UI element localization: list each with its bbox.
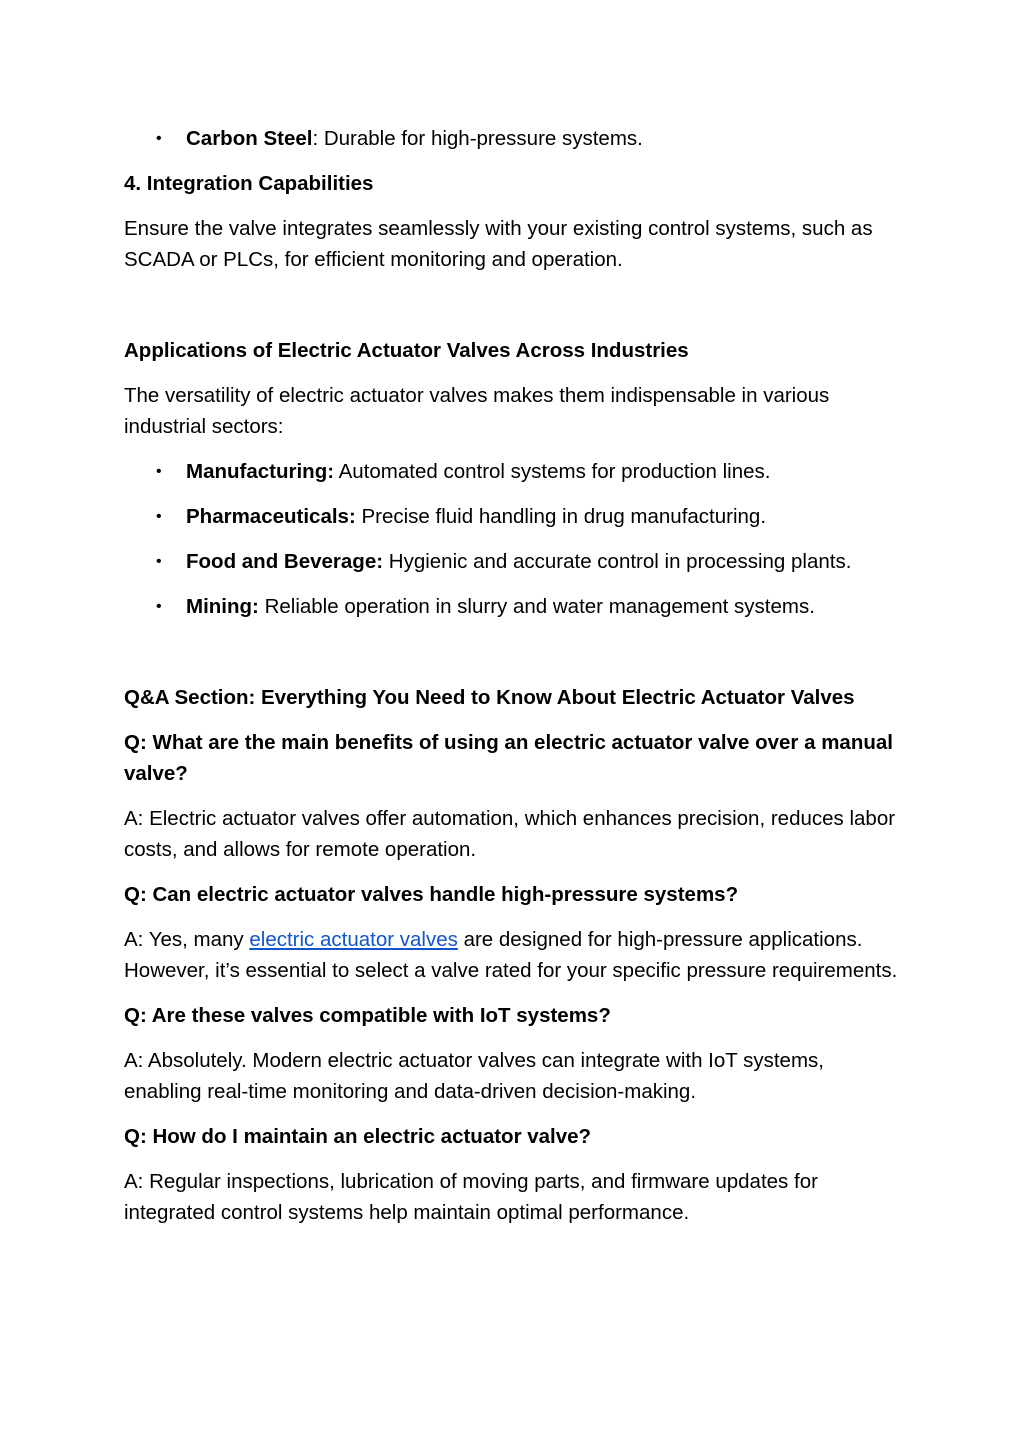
bullet-icon: • — [156, 463, 162, 480]
answer-2-prefix: A: Yes, many — [124, 928, 250, 951]
list-item-term: Food and Beverage: — [186, 550, 384, 573]
applications-intro: The versatility of electric actuator valves makes them indispensable in various industrial sectors: — [124, 384, 830, 438]
list-item-desc: Precise fluid handling in drug manufacturing. — [355, 505, 767, 528]
applications-list — [124, 456, 903, 622]
question-4: Q: How do I maintain an electric actuator valve? — [124, 1125, 592, 1148]
list-item-desc: Reliable operation in slurry and water management systems. — [258, 595, 815, 618]
answer-4: A: Regular inspections, lubrication of moving parts, and firmware updates for integrated control systems help maintain optimal performance. — [124, 1170, 818, 1224]
list-item-desc: Automated control systems for production lines. — [334, 460, 771, 483]
bullet-icon: • — [156, 598, 162, 615]
qa-heading: Q&A Section: Everything You Need to Know About Electric Actuator Valves — [124, 686, 855, 709]
question-3: Q: Are these valves compatible with IoT systems? — [124, 1004, 611, 1027]
list-item-carbon-steel — [124, 123, 903, 154]
bullet-icon: • — [156, 553, 162, 570]
list-item-desc: : Durable for high-pressure systems. — [312, 127, 643, 150]
answer-3: A: Absolutely. Modern electric actuator valves can integrate with IoT systems, enabling real-time monitoring and data-driven decision-making. — [124, 1049, 824, 1103]
question-1: Q: What are the main benefits of using an electric actuator valve over a manual valve? — [124, 731, 893, 785]
answer-1: A: Electric actuator valves offer automation, which enhances precision, reduces labor costs, and allows for remote operation. — [124, 807, 896, 861]
list-item-pharmaceuticals — [124, 501, 903, 532]
question-2: Q: Can electric actuator valves handle high-pressure systems? — [124, 883, 739, 906]
list-item-term: Mining: — [186, 595, 259, 618]
list-item-term: Manufacturing: — [186, 460, 335, 483]
list-item-desc: Hygienic and accurate control in processing plants. — [383, 550, 852, 573]
list-item-food-beverage — [124, 546, 903, 577]
electric-actuator-valves-link[interactable]: electric actuator valves — [249, 928, 458, 951]
bullet-icon: • — [156, 130, 162, 147]
integration-heading: 4. Integration Capabilities — [124, 172, 374, 195]
integration-paragraph: Ensure the valve integrates seamlessly with your existing control systems, such as SCADA or PLCs, for efficient monitoring and operation. — [124, 217, 873, 271]
materials-list — [124, 123, 903, 154]
list-item-mining — [124, 591, 903, 622]
list-item-term: Pharmaceuticals: — [186, 505, 356, 528]
list-item-manufacturing — [124, 456, 903, 487]
answer-2-suffix: are designed for high-pressure applications. However, it’s essential to select a valve rated for your specific pressure requirements. — [124, 928, 898, 982]
applications-heading: Applications of Electric Actuator Valves Across Industries — [124, 339, 689, 362]
answer-2 — [124, 924, 903, 986]
list-item-term: Carbon Steel — [186, 127, 313, 150]
bullet-icon: • — [156, 508, 162, 525]
